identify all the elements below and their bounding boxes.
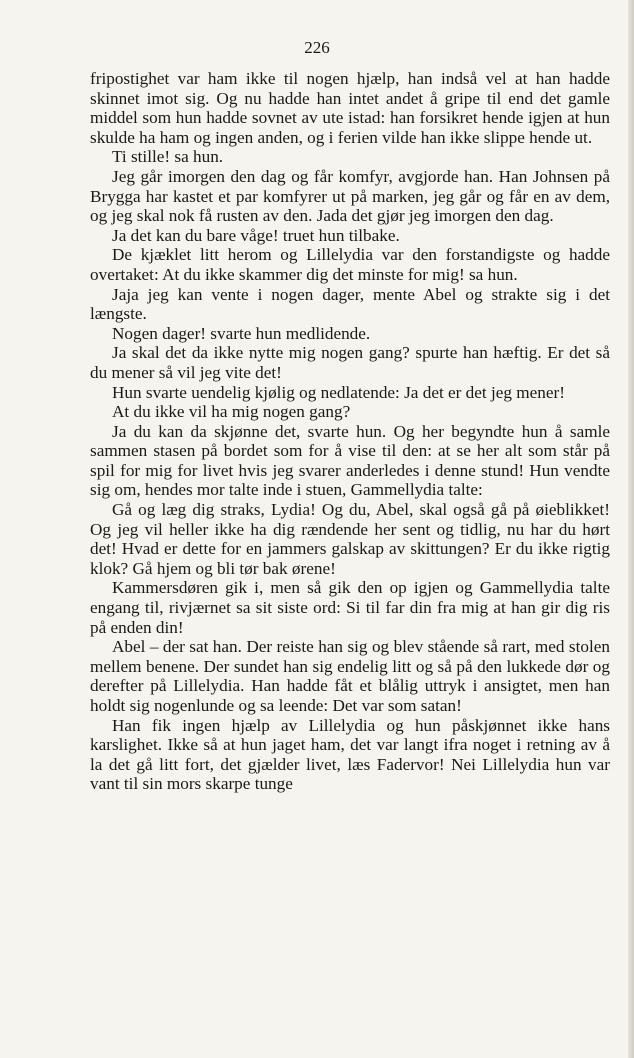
- paragraph: Gå og læg dig straks, Lydia! Og du, Abel, skal også gå på øieblikket! Og jeg vil heller ikke ha dig rændende her sent og tidlig, nu har du hørt det! Hvad er dette for en jammers galskap av skittungen? Er du ikke rigtig klok? Gå hjem og bli tør bak ørene!: [90, 500, 610, 578]
- paragraph: fripostighet var ham ikke til nogen hjælp, han indså vel at han hadde skinnet imot sig. Og nu hadde han intet andet å gripe til end det gamle middel som hun hadde sovnet av ute istad: han forsikret hende igjen at hun skulde ha ham og ingen anden, og i ferien vilde han ikke slippe hende ut.: [90, 69, 610, 147]
- paragraph: Han fik ingen hjælp av Lillelydia og hun påskjønnet ikke hans karslighet. Ikke så at hun jaget ham, det var langt ifra noget i retning av å la det gå litt fort, det gjælder livet, læs Fadervor! Nei Lillelydia hun var vant til sin mors skarpe tunge: [90, 715, 610, 794]
- paragraph: At du ikke vil ha mig nogen gang?: [112, 402, 351, 422]
- paragraph: Kammersdøren gik i, men så gik den op igjen og Gammellydia talte engang til, rivjærnet sa sit siste ord: Si til far din fra mig at han gir dig ris på enden din!: [90, 578, 610, 637]
- paragraph: Jeg går imorgen den dag og får komfyr, avgjorde han. Han Johnsen på Brygga har kastet et par komfyrer ut på marken, jeg går og får en av dem, og jeg skal nok få rusten av den. Jada det gjør jeg imorgen den dag.: [90, 166, 610, 226]
- paragraph: Ja skal det da ikke nytte mig nogen gang? spurte han hæftig. Er det så du mener så vil jeg vite det!: [90, 343, 610, 382]
- paragraph: De kjæklet litt herom og Lillelydia var den forstandigste og hadde overtaket: At du ikke skammer dig det minste for mig! sa hun.: [90, 245, 610, 284]
- page-edge: [628, 0, 634, 1058]
- paragraph: Nogen dager! svarte hun medlidende.: [112, 323, 371, 343]
- body-text: [90, 69, 610, 794]
- paragraph: Jaja jeg kan vente i nogen dager, mente Abel og strakte sig i det længste.: [90, 284, 610, 324]
- paragraph: Abel – der sat han. Der reiste han sig og blev stående så rart, med stolen mellem benene. Der sundet han sig endelig litt og så på den lukkede dør og derefter på Lillelydia. Han hadde fåt et blålig uttryk i ansigtet, men han holdt sig nogenlunde og sa leende: Det var som satan!: [90, 637, 610, 715]
- paragraph: Hun svarte uendelig kjølig og nedlatende: Ja det er det jeg mener!: [112, 382, 565, 402]
- paragraph: Ja du kan da skjønne det, svarte hun. Og her begyndte hun å samle sammen stasen på bordet som for å vise til den: at se her alt som står på spil for mig for livet hvis jeg svarer anderledes i denne stund! Hun vendte sig om, hendes mor talte inde i stuen, Gammellydia talte:: [90, 421, 610, 500]
- paragraph: Ti stille! sa hun.: [112, 147, 224, 167]
- paragraph: Ja det kan du bare våge! truet hun tilbake.: [112, 225, 400, 245]
- page-number: 226: [304, 38, 330, 57]
